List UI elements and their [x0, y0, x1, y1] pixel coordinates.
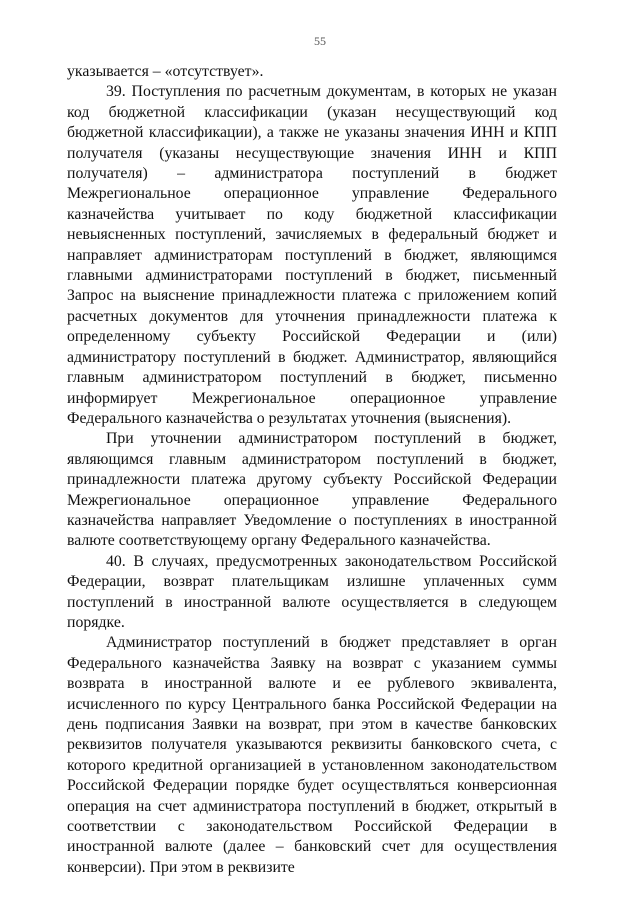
paragraph-refund-request: Администратор поступлений в бюджет представляет в орган Федерального казначейства Заявку на возврат с указанием суммы возврата в иностранной валюте и ее рублевого эквивалента, исчисленного по курсу Центрального банка Российской Федерации на день подписания Заявки на возврат, при этом в качестве банковских реквизитов получателя указываются реквизиты банковского счета, с которого кредитной организацией в установленном законодательством Российской Федерации порядке будет осуществляться конверсионная операция на счет администратора поступлений в бюджет, открытый в соответствии с законодательством Российской Федерации в иностранной валюте (далее – банковский счет для осуществления конверсии). При этом в реквизите [67, 634, 557, 876]
page-number: 55 [314, 34, 326, 48]
paragraph-item-39: 39. Поступления по расчетным документам, в которых не указан код бюджетной классификации (указан несуществующий код бюджетной классификации), а также не указаны значения ИНН и КПП получателя (указаны несуществующие значения ИНН и КПП получателя) – администратора поступлений в бюджет Межрегиональное операционное управление Федерального казначейства учитывает по коду бюджетной классификации невыясненных поступлений, зачисляемых в федеральный бюджет и направляет администраторам поступлений в бюджет, являющимся главными администраторами поступлений в бюджет, письменный Запрос на выяснение принадлежности платежа с приложением копий расчетных документов для уточнения принадлежности платежа к определенному субъекту Российской Федерации и (или) администратору поступлений в бюджет. Администратор, являющийся главным администратором поступлений в бюджет, письменно информирует Межрегиональное операционное управление Федерального казначейства о результатах уточнения (выяснения). [67, 83, 557, 427]
paragraph-item-40: 40. В случаях, предусмотренных законодательством Российской Федерации, возврат плательщикам излишне уплаченных сумм поступлений в иностранной валюте осуществляется в следующем порядке. [67, 552, 557, 631]
paragraph-clarification: При уточнении администратором поступлений в бюджет, являющимся главным администратором поступлений в бюджет, принадлежности платежа другому субъекту Российской Федерации Межрегиональное операционное управление Федерального казначейства направляет Уведомление о поступлениях в иностранной валюте соответствующему органу Федерального казначейства. [67, 430, 557, 550]
paragraph-continuation: указывается – «отсутствует». [67, 63, 264, 80]
document-body [67, 62, 557, 878]
